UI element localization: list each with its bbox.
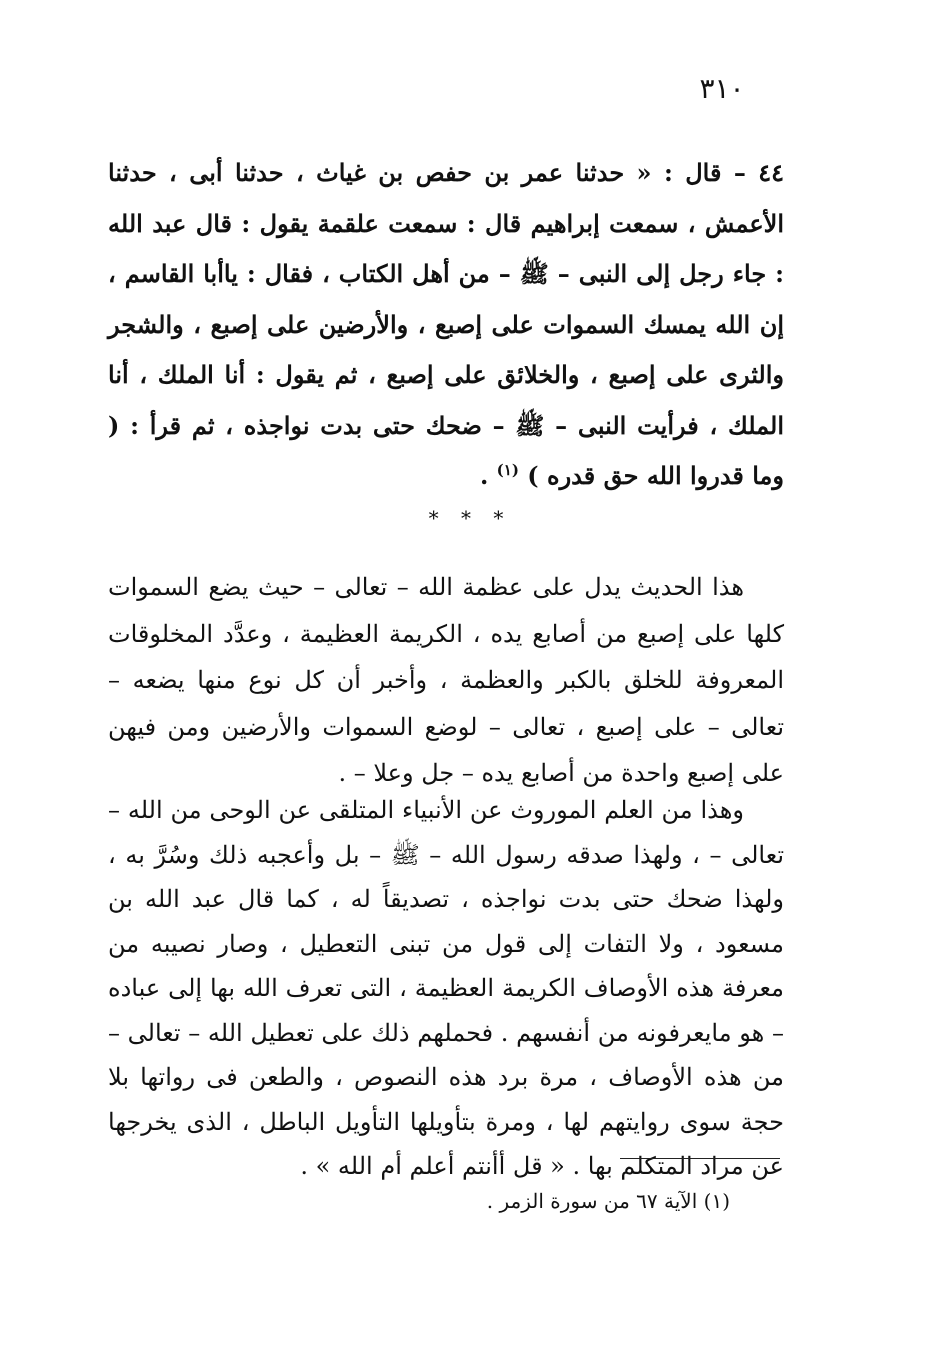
hadith-number: ٤٤ [758, 158, 784, 187]
footnote-marker: (١) [496, 461, 519, 479]
commentary-paragraph-1: هذا الحديث يدل على عظمة الله – تعالى – حيث يضع السموات كلها على إصبع من أصابع يده ، الكريمة العظيمة ، وعدَّد المخلوقات المعروفة للخلق بالكبر والعظمة ، وأخبر أن كل نوع منها يضعه – تعالى – على إصبع ، تعالى – لوضع السموات والأرضين ومن فيهن على إصبع واحدة من أصابع يده – جل وعلا – . [108, 573, 784, 787]
section-separator: * * * [428, 506, 512, 530]
hadith-paragraph [108, 148, 784, 502]
commentary-paragraph-2: وهذا من العلم الموروث عن الأنبياء المتلقى عن الوحى من الله – تعالى – ، ولهذا صدقه رسول الله – ﷺ – بل وأعجبه ذلك وسُرَّ به ، ولهذا ضحك حتى بدت نواجذه ، تصديقاً له ، كما قال عبد الله بن مسعود ، ولا التفات إلى قول من تبنى التعطيل ، وصار نصيبه من معرفة هذه الأوصاف الكريمة العظيمة ، التى تعرف الله بها إلى عباده – هو مايعرفونه من أنفسهم . فحملهم ذلك على تعطيل الله – تعالى – من هذه الأوصاف ، مرة برد هذه النصوص ، والطعن فى رواتها بلا حجة سوى روايتهم لها ، ومرة بتأويلها التأويل الباطل ، الذى يخرجها عن مراد المتكلم بها . « قل أأنتم أعلم أم الله » . [108, 796, 784, 1180]
footnote: (١) الآية ٦٧ من سورة الزمر . [486, 1189, 730, 1213]
page-number: ٣١٠ [699, 72, 745, 105]
hadith-ending: . [479, 461, 497, 490]
hadith-text: – قال : « حدثنا عمر بن حفص بن غياث ، حدثنا أبى ، حدثنا الأعمش ، سمعت إبراهيم قال : سمعت علقمة يقول : قال عبد الله : جاء رجل إلى النبى – ﷺ – من أهل الكتاب ، فقال : ياأبا القاسم ، إن الله يمسك السموات على إصبع ، والأرضين على إصبع ، والشجر والثرى على إصبع ، والخلائق على إصبع ، ثم يقول : أنا الملك ، أنا الملك ، فرأيت النبى – ﷺ – ضحك حتى بدت نواجذه ، ثم قرأ : ( وما قدروا الله حق قدره ) [108, 158, 784, 490]
footnote-divider [620, 1158, 780, 1159]
